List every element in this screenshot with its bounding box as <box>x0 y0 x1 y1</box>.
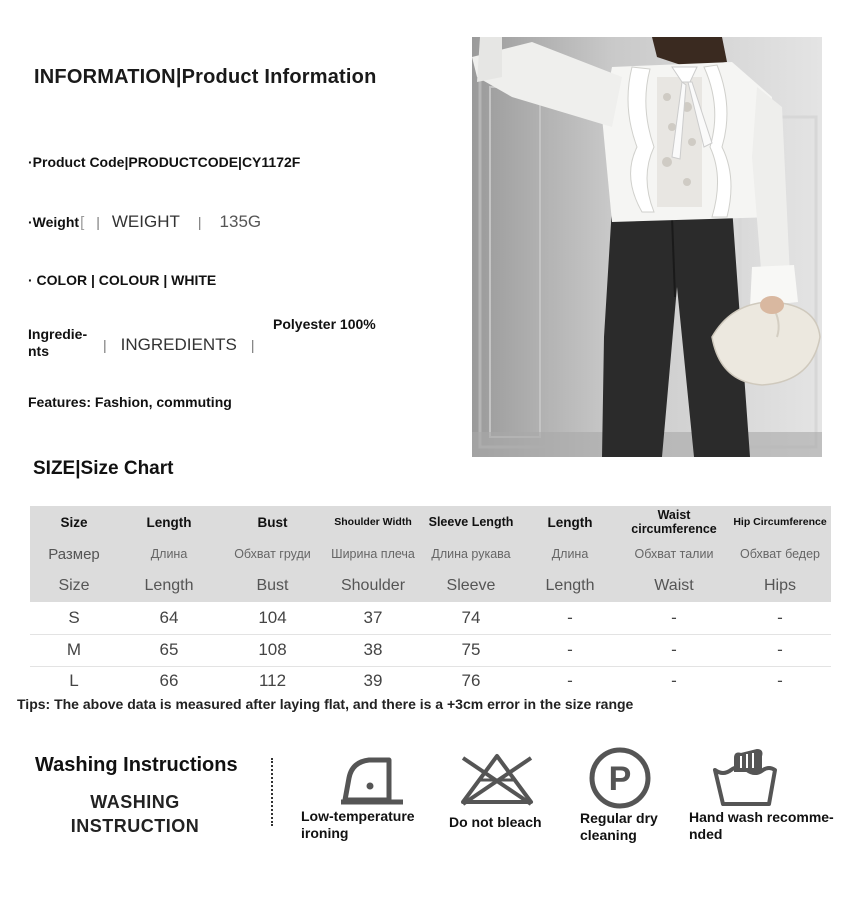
header-cell: Ширина плеча <box>325 538 421 570</box>
wash-item-dry-clean <box>580 746 680 844</box>
header-cell: Размер <box>30 538 118 570</box>
header-cell: Hips <box>729 570 831 602</box>
table-cell: 75 <box>421 634 521 666</box>
header-cell: Shoulder Width <box>325 506 421 538</box>
table-cell: M <box>30 634 118 666</box>
header-cell: Hip Circumference <box>729 506 831 538</box>
washing-title: Washing Instructions <box>35 754 238 776</box>
table-cell: 112 <box>258 671 287 691</box>
table-cell: 76 <box>461 671 481 691</box>
header-cell: Bust <box>220 506 325 538</box>
wash-item-ironing <box>301 750 431 842</box>
header-cell: Waist circumference <box>619 506 729 538</box>
header-cell: Length <box>118 506 220 538</box>
weight-en: WEIGHT <box>111 212 180 231</box>
table-cell: S <box>30 602 118 634</box>
weight-value: 135G <box>219 212 262 231</box>
table-row <box>30 602 831 634</box>
iron-low-temperature-icon <box>337 750 407 806</box>
table-cell: 65 <box>118 634 220 666</box>
table-cell: 74 <box>421 602 521 634</box>
table-row <box>30 634 831 666</box>
table-cell: 39 <box>363 671 383 691</box>
table-cell: 104 <box>220 602 325 634</box>
ingredients-en-line: | INGREDIENTS | <box>103 335 255 354</box>
wash-label: Regular dry cleaning <box>580 810 658 843</box>
weight-line: ·Weight [ | WEIGHT | 135G <box>28 212 262 231</box>
header-cell: Длина <box>118 538 220 570</box>
weight-label: ·Weight <box>28 214 80 230</box>
table-cell: L <box>69 671 79 691</box>
header-cell: Bust <box>220 570 325 602</box>
size-table <box>30 506 831 696</box>
header-cell: Длина рукава <box>421 538 521 570</box>
table-cell: - <box>521 634 619 666</box>
header-cell: Sleeve <box>421 570 521 602</box>
ingredients-en: INGREDIENTS <box>120 335 237 354</box>
wash-item-bleach <box>449 750 559 831</box>
washing-divider <box>271 758 273 826</box>
size-table-header-en <box>30 506 831 538</box>
table-cell: - <box>729 602 831 634</box>
table-row <box>30 666 831 696</box>
table-cell: - <box>619 634 729 666</box>
header-cell: Size <box>30 570 118 602</box>
do-not-bleach-icon <box>457 750 537 806</box>
ingredients-label: Ingredie-nts <box>28 326 88 359</box>
table-cell: 64 <box>118 602 220 634</box>
header-cell: Shoulder <box>325 570 421 602</box>
wash-label: Hand wash recomme-nded <box>689 809 834 842</box>
info-title-right: Product Information <box>181 66 377 88</box>
header-cell: Waist <box>619 570 729 602</box>
header-cell: Sleeve Length <box>421 506 521 538</box>
size-tips: Tips: The above data is measured after laying flat, and there is a +3cm error in the size range <box>17 696 634 712</box>
table-cell: - <box>671 671 677 691</box>
washing-subtitle: WASHING INSTRUCTION <box>70 792 200 836</box>
svg-text:P: P <box>608 760 632 798</box>
table-cell: - <box>729 634 831 666</box>
table-cell: 38 <box>325 634 421 666</box>
size-table-header-short <box>30 570 831 602</box>
table-cell: 66 <box>159 671 179 691</box>
info-title-left: INFORMATION <box>34 66 176 88</box>
header-cell: Size <box>30 506 118 538</box>
header-cell: Обхват талии <box>619 538 729 570</box>
ingredients-value: Polyester 100% <box>273 316 376 332</box>
wash-item-hand-wash <box>689 748 839 843</box>
header-cell: Length <box>521 506 619 538</box>
header-cell: Обхват бедер <box>729 538 831 570</box>
header-cell: Обхват груди <box>220 538 325 570</box>
model-blouse-illustration <box>472 37 822 457</box>
weight-mark: [ <box>80 213 85 231</box>
color-line: · COLOR | COLOUR | WHITE <box>28 272 217 288</box>
product-photo <box>472 37 822 457</box>
table-cell: - <box>567 671 573 691</box>
wash-label: Do not bleach <box>449 814 542 830</box>
wash-label: Low-temperature ironing <box>301 808 415 841</box>
features-line: Features: Fashion, commuting <box>28 394 232 410</box>
header-cell: Длина <box>521 538 619 570</box>
dry-clean-p-icon <box>588 746 652 810</box>
table-cell: - <box>521 602 619 634</box>
size-table-header-ru <box>30 538 831 570</box>
hand-wash-icon <box>711 748 781 808</box>
header-cell: Length <box>118 570 220 602</box>
table-cell: - <box>777 671 783 691</box>
table-cell: - <box>619 602 729 634</box>
header-cell: Length <box>521 570 619 602</box>
table-cell: 108 <box>220 634 325 666</box>
size-chart-title: SIZE|Size Chart <box>33 458 174 479</box>
table-cell: 37 <box>325 602 421 634</box>
info-title: INFORMATION|Product Information <box>34 66 377 88</box>
product-code: ·Product Code|PRODUCTCODE|CY1172F <box>28 154 301 170</box>
